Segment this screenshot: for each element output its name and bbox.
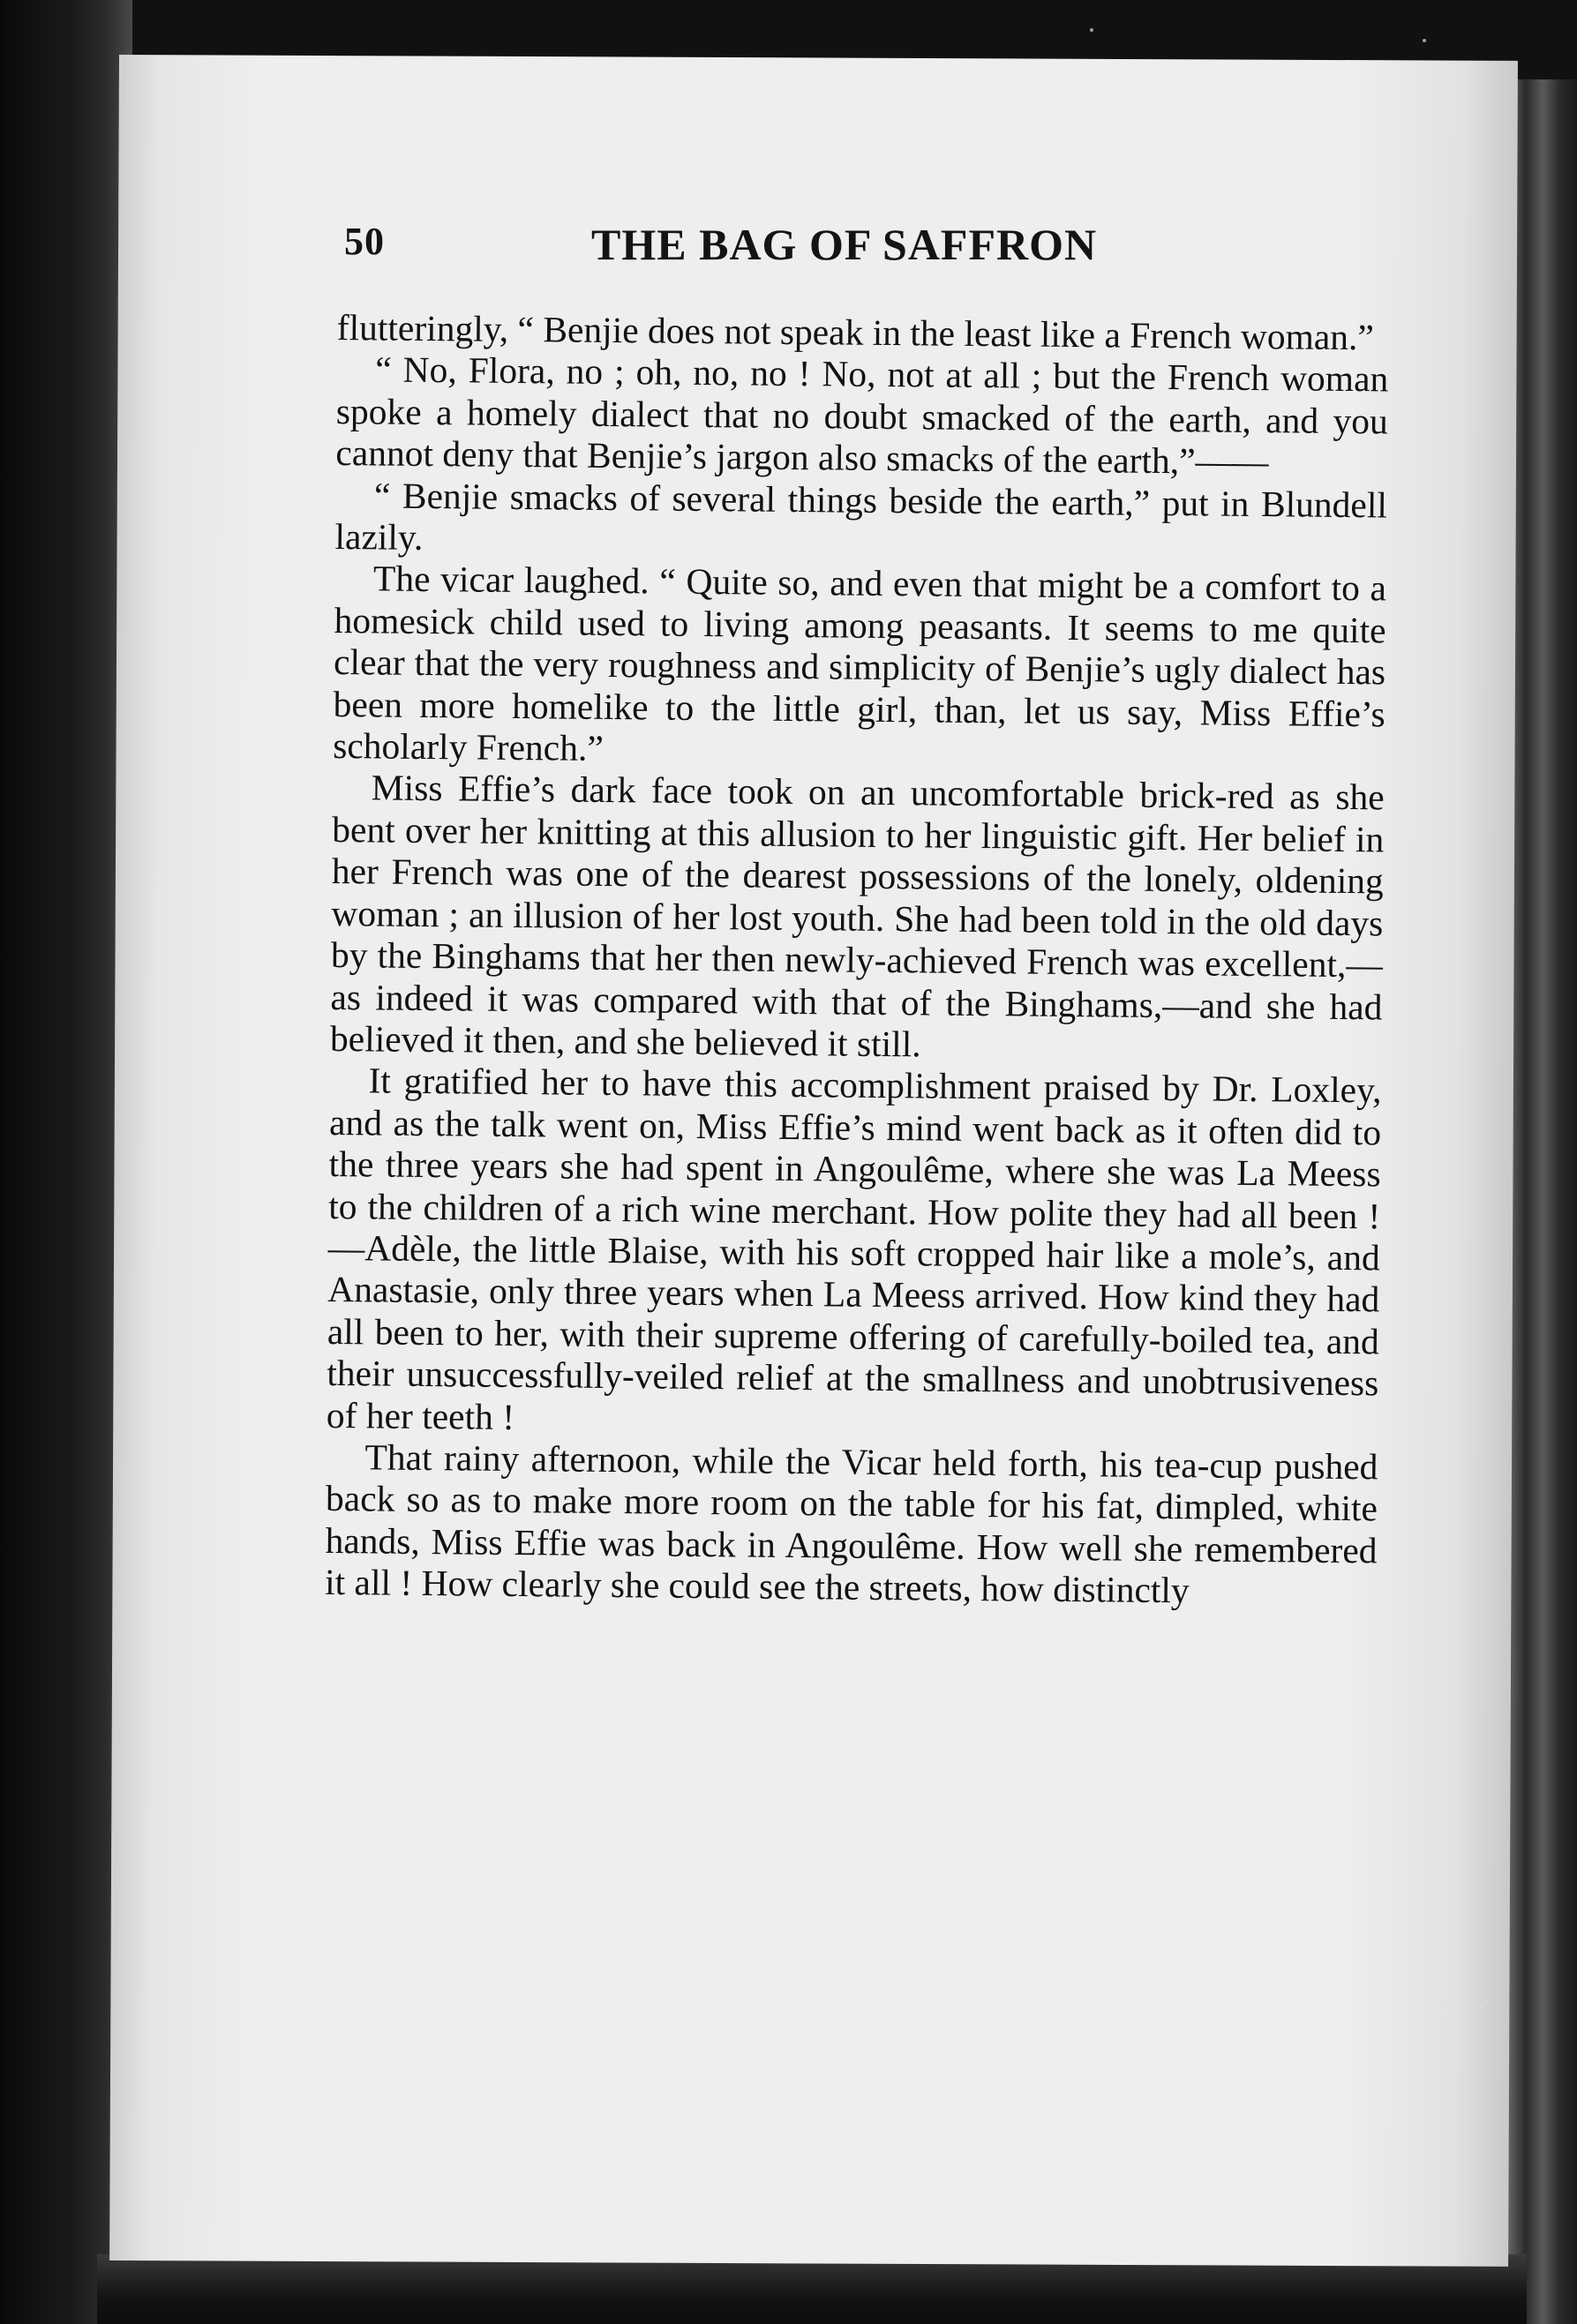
- paragraph-3: “ Benjie smacks of several things beside the earth,” put in Blundell lazily.: [334, 475, 1388, 558]
- scan-dust-speck: [1423, 39, 1426, 42]
- paragraph-2: “ No, Flora, no ; oh, no, no ! No, not at all ; but the French woman spoke a homely dialect that no doubt smacked of the earth, and you cannot deny that Benjie’s jargon also smacks of the earth,”——: [335, 349, 1389, 483]
- book-title: THE BAG OF SAFFRON: [591, 220, 1098, 269]
- paragraph-6: It gratified her to have this accomplishment praised by Dr. Loxley, and as the talk went on, Miss Effie’s mind went back as it often did to the three years she had spent in Angoulême, where she was La Meess to the children of a rich wine merchant. How polite they had all been ! —Adèle, the little Blaise, with his soft cropped hair like a mole’s, and Anastasie, only three years when La Meess arrived. How kind they had all been to her, with their supreme offering of carefully-boiled tea, and their unsuccessfully-veiled relief at the smallness and unobtrusiveness of her teeth !: [326, 1060, 1382, 1437]
- scan-dust-speck: [1090, 28, 1093, 32]
- page-number: 50: [344, 220, 385, 263]
- paragraph-7: That rainy afternoon, while the Vicar held forth, his tea-cup pushed back so as to make more room on the table for his fat, dimpled, white hands, Miss Effie was back in Angoulême. How well she remembered it all ! How clearly she could see the streets, how distinctly: [324, 1436, 1378, 1611]
- scan-dust-speck: [1479, 2005, 1483, 2008]
- body-text: [325, 307, 1389, 1614]
- running-head: [344, 219, 1138, 281]
- paragraph-4: The vicar laughed. “ Quite so, and even that might be a comfort to a homesick child used to living among peasants. It seems to me quite clear that the very roughness and simplicity of Benjie’s ugly dialect has been more homelike to the little girl, than, let us say, Miss Effie’s scholarly French.”: [333, 558, 1387, 768]
- paragraph-1: flutteringly, “ Benjie does not speak in the least like a French woman.”: [336, 307, 1375, 358]
- paragraph-5: Miss Effie’s dark face took on an uncomfortable brick-red as she bent over her knitting at this allusion to her linguistic gift. Her belief in her French was one of the dearest possessions of the lonely, oldening woman ; an illusion of her lost youth. She had been told in the old days by the Binghams that her then newly-achieved French was excellent,—as indeed it was compared with that of the Binghams,—and she had believed it then, and she believed it still.: [329, 767, 1385, 1065]
